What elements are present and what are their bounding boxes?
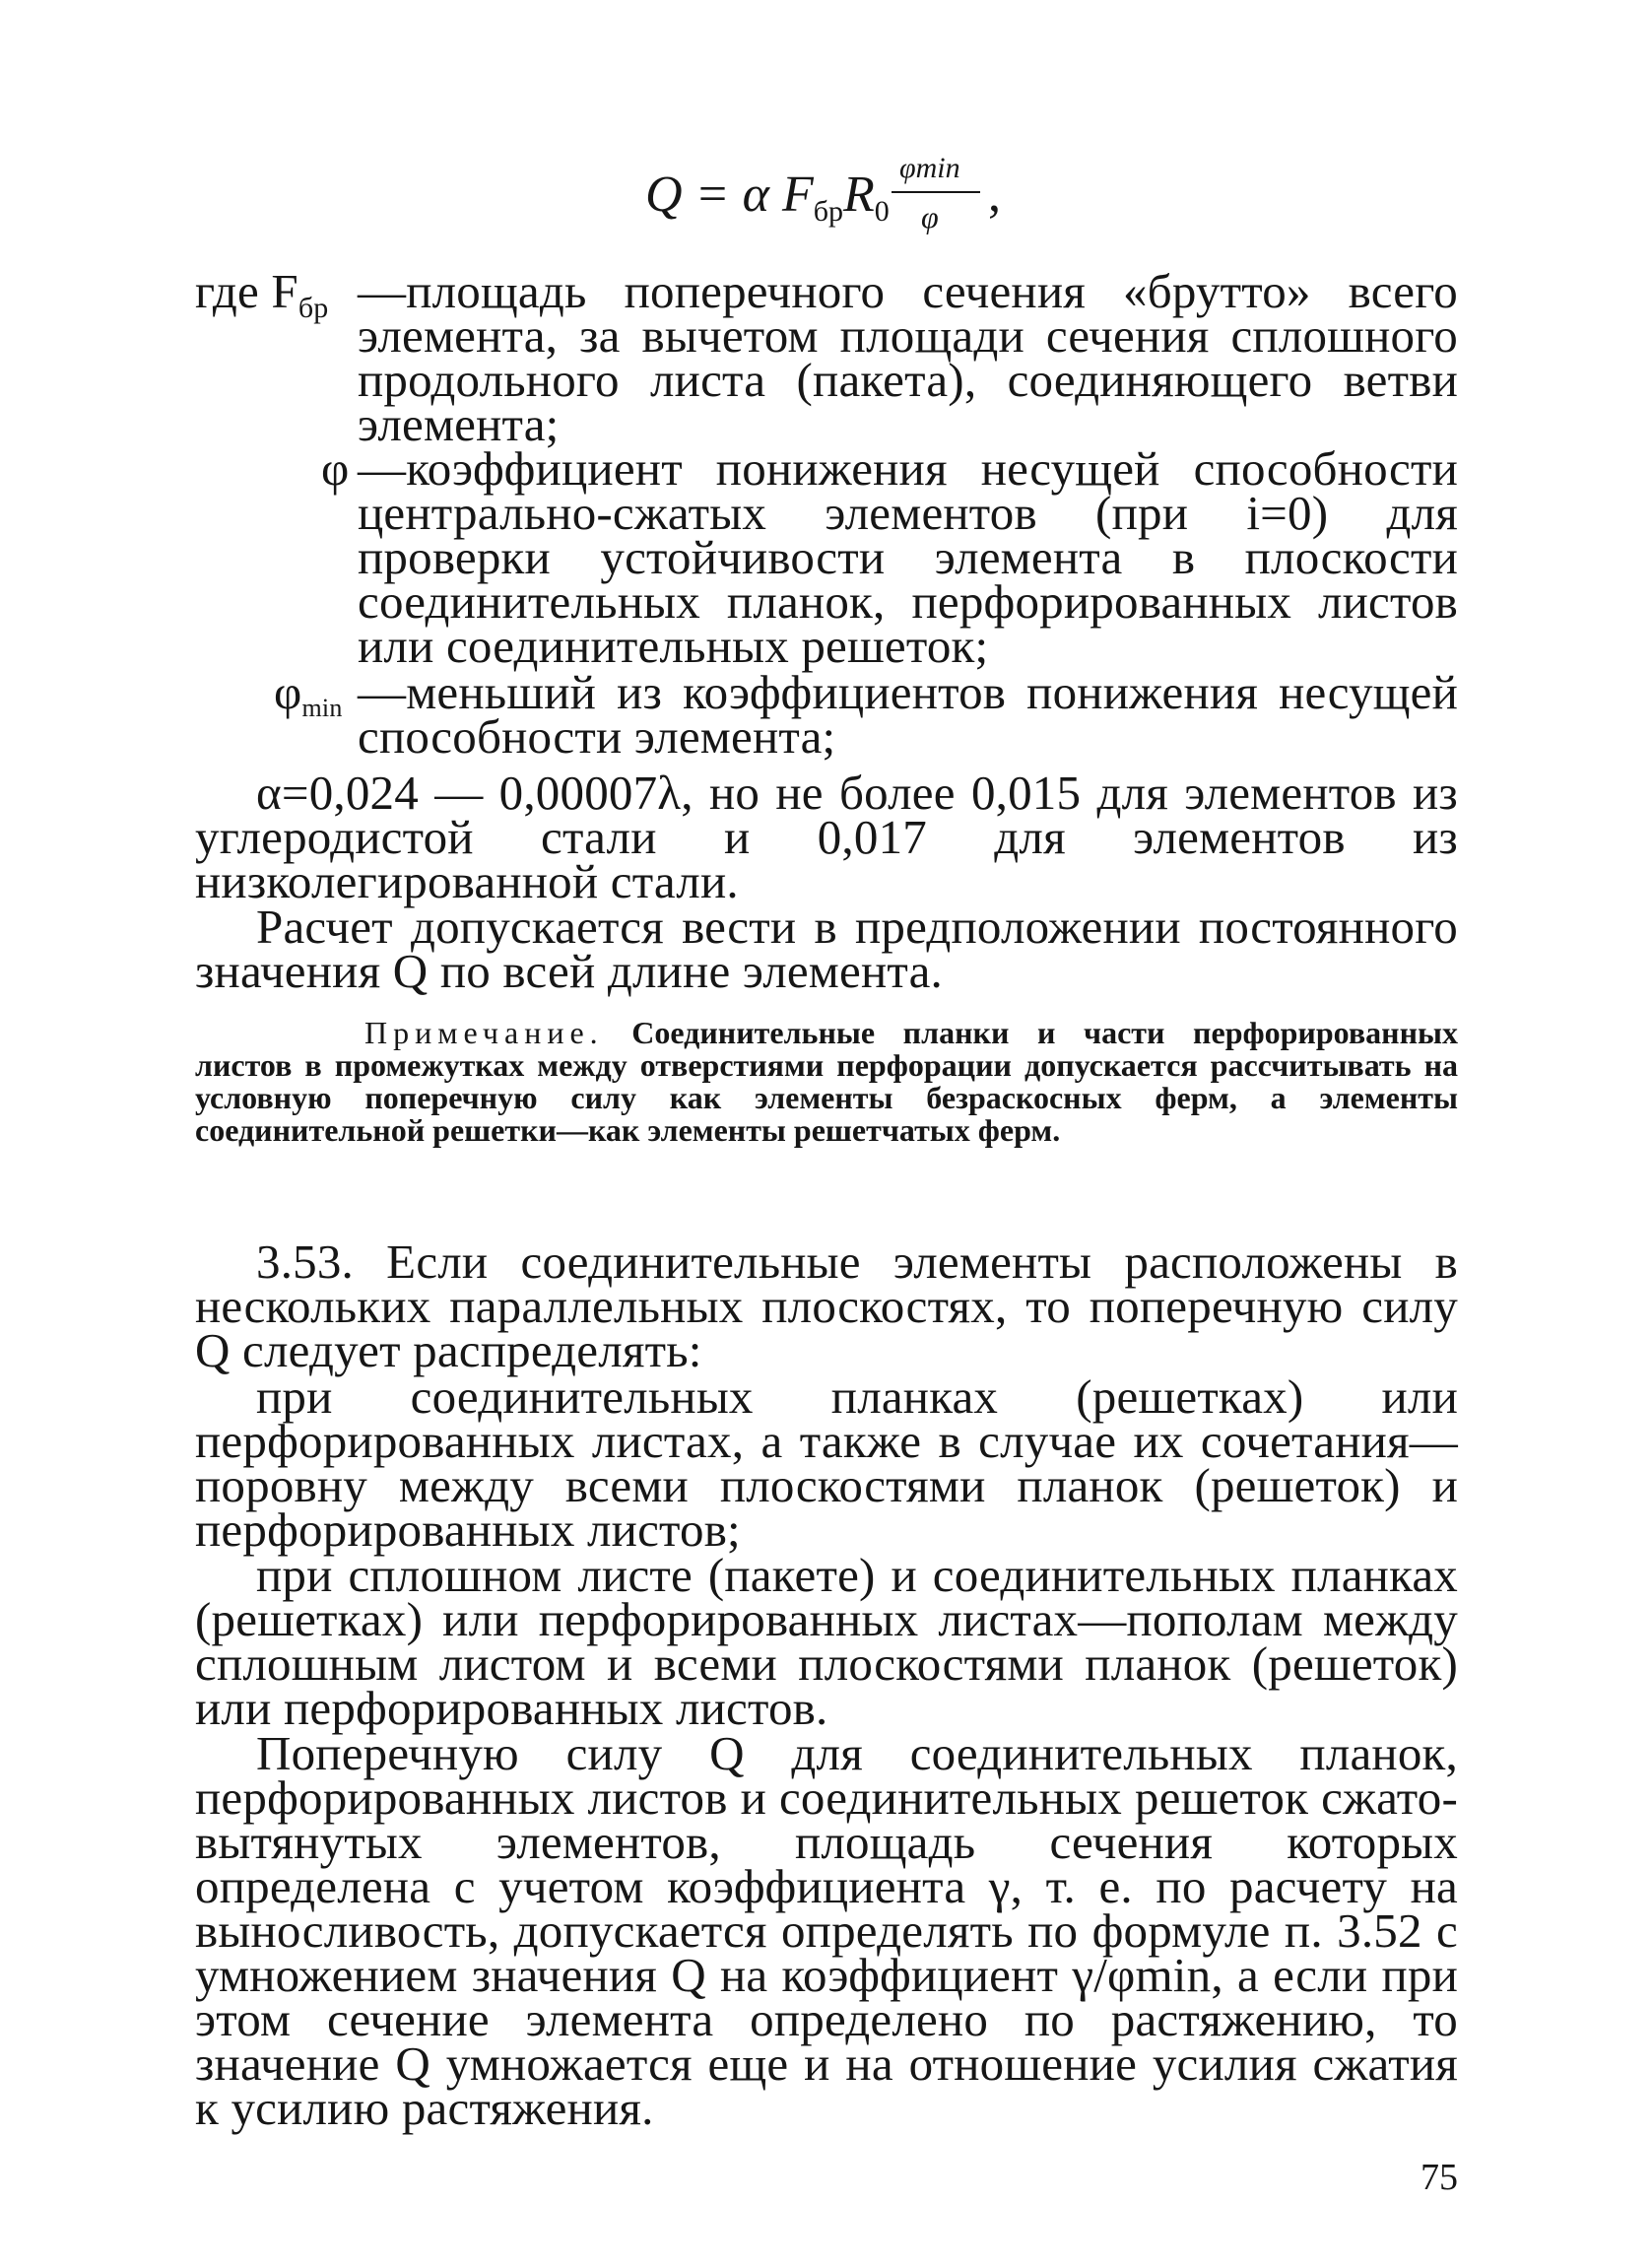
formula-numerator: φmin <box>899 152 960 184</box>
definition-term <box>274 665 343 730</box>
page-number: 75 <box>1421 2157 1458 2198</box>
definition-term <box>195 264 329 330</box>
paragraph-3-53-case-b: при сплошном листе (пакете) и соединительных планках (решетках) или перфорированных листах—пополам между сплошным листом и всеми плоскостями планок (решеток) или перфорированных листов. <box>195 1548 1458 1735</box>
definition-term-main: φ <box>274 665 302 719</box>
definition-text: —коэффициент понижения несущей способности центрально-сжатых элементов (при i=0) для проверки устойчивости элемента в плоскости соединительных планок, перфорированных листов или соединительных решеток; <box>358 441 1458 673</box>
formula-comma: , <box>988 167 1001 223</box>
definition-phi <box>195 441 1458 673</box>
formula-lhs <box>645 166 890 229</box>
formula-r: R <box>842 167 875 223</box>
definition-term-main: где F <box>195 264 298 318</box>
definition-term-sub: min <box>301 694 343 722</box>
definition-text: —меньший из коэффициентов понижения несущей способности элемента; <box>358 665 1458 764</box>
paragraph-3-53-transverse-force: Поперечную силу Q для соединительных планок, перфорированных листов и соединительных решеток сжато-вытянутых элементов, площадь сечения которых определена с учетом коэффициента γ, т. е. по расчету на выносливость, допускается определять по формуле п. 3.52 с умножением значения Q на коэффициент γ/φmin, а если при этом сечение элемента определено по растяжению, то значение Q умножается еще и на отношение усилия сжатия к усилию растяжения. <box>195 1726 1458 2135</box>
formula-lhs-sub: бр <box>813 195 843 228</box>
formula-r-sub: 0 <box>874 195 890 228</box>
definition-phi-min <box>195 665 1458 764</box>
formula-fraction-bar <box>892 191 980 193</box>
formula <box>645 148 1039 256</box>
definition-term-main: φ <box>321 441 350 496</box>
definition-term-sub: бр <box>297 292 329 324</box>
definition-term <box>321 441 350 496</box>
paragraph-3-53-case-a: при соединительных планках (решетках) или перфорированных листах, а также в случае их сочетания—поровну между всеми плоскостями планок (решеток) и перфорированных листов; <box>195 1369 1458 1557</box>
note-label: Примечание. <box>364 1015 604 1050</box>
formula-denominator: φ <box>921 199 939 234</box>
note-text: Соединительные планки и части перфорированных листов в промежутках между отверстиями перфорации допускается рассчитывать на условную поперечную силу как элементы безраскосных ферм, а элементы соединительной решетки—как элементы решетчатых ферм. <box>195 1015 1458 1148</box>
paragraph-3-53: 3.53. Если соединительные элементы расположены в нескольких параллельных плоскостях, то поперечную силу Q следует распределять: <box>195 1234 1458 1377</box>
paragraph-alpha: α=0,024 — 0,00007λ, но не более 0,015 для элементов из углеродистой стали и 0,017 для элементов из низколегированной стали. <box>195 766 1458 908</box>
formula-lhs-main: Q = α F <box>645 167 814 223</box>
definition-fbr <box>195 264 1458 451</box>
definition-text: —площадь поперечного сечения «брутто» всего элемента, за вычетом площади сечения сплошного продольного листа (пакета), соединяющего ветви элемента; <box>358 264 1458 451</box>
note <box>195 1017 1458 1147</box>
paragraph-constant-q: Расчет допускается вести в предположении постоянного значения Q по всей длине элемента. <box>195 900 1458 998</box>
